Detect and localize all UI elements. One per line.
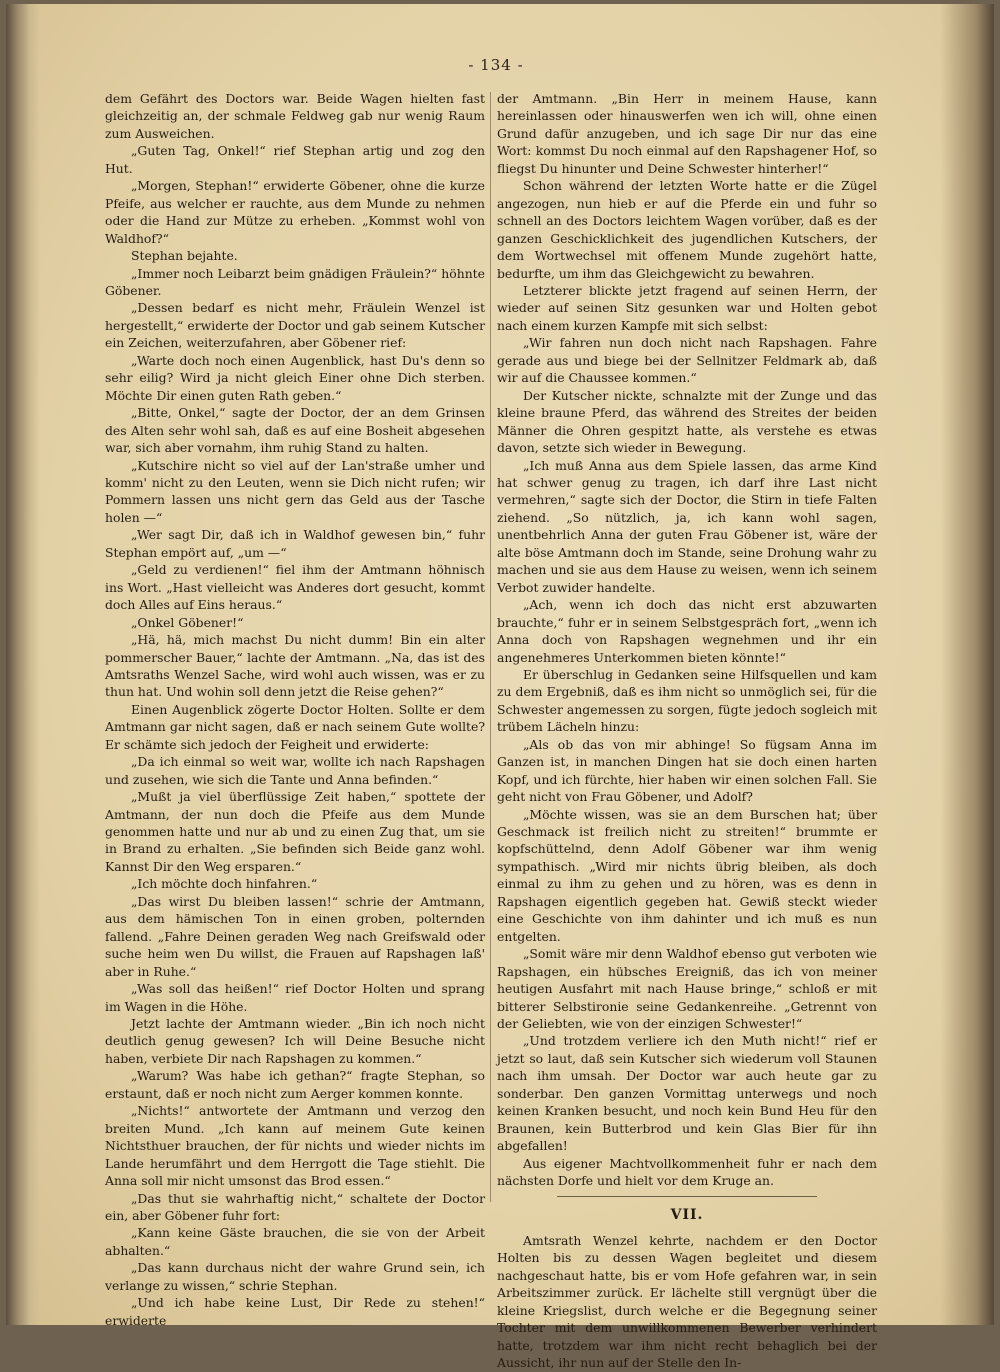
paragraph: Schon während der letzten Worte hatte er die Zügel angezogen, nun hieb er auf die Pferde ein und fuhr so schnell an des Doctors leichtem Wagen vorüber, daß es der ganzen Geschicklichkeit des jugendlichen Kutschers, der dem Wortwechsel mit offenem Munde zugehört hatte, bedurfte, um ihm das Gleichgewicht zu bewahren.: [497, 178, 877, 281]
paragraph: „Nichts!“ antwortete der Amtmann und verzog den breiten Mund. „Ich kann auf meinem Gute keinen Nichtsthuer brauchen, der für nichts und wieder nichts im Lande herumfährt und dem Herrgott die Tage stiehlt. Die Anna soll mir nicht umsonst das Brod essen.“: [105, 1103, 485, 1189]
paragraph: Amtsrath Wenzel kehrte, nachdem er den Doctor Holten bis zu dessen Wagen begleitet und diesem nachgeschaut hatte, bis er vom Hofe gefahren war, in sein Arbeitszimmer zurück. Er lächelte still vergnügt über die kleine Kriegslist, durch welche er die Begegnung seiner Tochter mit dem unwillkommenen Bewerber verhindert hatte, trotzdem war ihm nicht recht behaglich bei der Aussicht, ihr nun auf der Stelle den In-: [497, 1233, 877, 1371]
paragraph: „Immer noch Leibarzt beim gnädigen Fräulein?“ höhnte Göbener.: [105, 265, 485, 298]
paragraph: „Somit wäre mir denn Waldhof ebenso gut verboten wie Rapshagen, ein hübsches Ereigniß, das ich von meiner heutigen Ausfahrt mit nach Hause bringe,“ schloß er mit bitterer Selbstironie seine Gedankenreihe. „Getrennt von der Geliebten, wie von der einzigen Schwester!“: [497, 946, 877, 1032]
paragraph: „Das thut sie wahrhaftig nicht,“ schaltete der Doctor ein, aber Göbener fuhr fort:: [105, 1190, 485, 1223]
paragraph: „Möchte wissen, was sie an dem Burschen hat; über Geschmack ist freilich nicht zu streiten!“ brummte er kopfschüttelnd, denn Adolf Göbener war ihm wenig sympathisch. „Wird mir nichts übrig bleiben, als doch einmal zu ihm zu gehen und zu hören, was es denn in Rapshagen eigentlich gegeben hat. Gewiß steckt wieder eine Geschichte von ihm dahinter und ich muß es nun entgelten.: [497, 806, 877, 944]
page-number: - 134 -: [468, 56, 524, 74]
book-page: [6, 4, 994, 1371]
chapter-rule: [557, 1196, 817, 1197]
paragraph: „Mußt ja viel überflüssige Zeit haben,“ spottete der Amtmann, der nun doch die Pfeife aus dem Munde genommen hatte und nur ab und zu einen Zug that, um sie in Brand zu erhalten. „Sie befinden sich Beide ganz wohl. Kannst Dir den Weg ersparen.“: [105, 789, 485, 874]
book-spine-shadow: [6, 4, 40, 1325]
column-divider: [490, 92, 491, 1202]
paragraph: „Dessen bedarf es nicht mehr, Fräulein Wenzel ist hergestellt,“ erwiderte der Doctor und gab seinem Kutscher ein Zeichen, weiterzufahren, aber Göbener rief:: [105, 300, 485, 351]
paragraph: „Geld zu verdienen!“ fiel ihm der Amtmann höhnisch ins Wort. „Hast vielleicht was Anderes dort gesucht, kommt doch Alles auf Eins heraus.“: [105, 562, 485, 613]
paragraph: „Guten Tag, Onkel!“ rief Stephan artig und zog den Hut.: [105, 143, 485, 176]
paragraph: „Bitte, Onkel,“ sagte der Doctor, der an dem Grinsen des Alten sehr wohl sah, daß es auf eine Bosheit abgesehen war, sich aber vornahm, ihm ruhig Stand zu halten.: [105, 405, 485, 456]
left-text-column: [105, 90, 485, 1328]
paragraph: „Das wirst Du bleiben lassen!“ schrie der Amtmann, aus dem hämischen Ton in einen groben, polternden fallend. „Fahre Deinen geraden Weg nach Greifswald oder suche heim wen Du willst, die Frauen auf Rapshagen laß' aber in Ruhe.“: [105, 893, 485, 979]
paragraph: „Onkel Göbener!“: [131, 614, 244, 630]
paragraph: „Ach, wenn ich doch das nicht erst abzuwarten brauchte,“ fuhr er in seinem Selbstgespräch fort, „wenn ich Anna doch von Rapshagen wegnehmen und ihr ein angenehmeres Unterkommen bieten könnte!“: [497, 597, 877, 665]
paragraph: „Warum? Was habe ich gethan?“ fragte Stephan, so erstaunt, daß er noch nicht zum Aerger kommen konnte.: [105, 1068, 485, 1101]
paragraph: der Amtmann. „Bin Herr in meinem Hause, kann hereinlassen oder hinauswerfen wen ich will, ohne einen Grund dafür anzugeben, und ich sage Dir nur das eine Wort: kommst Du noch einmal auf den Rapshagener Hof, so fliegst Du hinunter und Deine Schwester hinterher!“: [497, 91, 877, 176]
paragraph: „Morgen, Stephan!“ erwiderte Göbener, ohne die kurze Pfeife, aus welcher er rauchte, aus dem Munde zu nehmen oder die Hand zur Mütze zu erheben. „Kommst wohl von Waldhof?“: [105, 178, 485, 246]
paragraph: „Kutschire nicht so viel auf der Lan'straße umher und komm' nicht zu den Leuten, wenn sie Dich nicht rufen; wir Pommern lassen uns nicht gern das Geld aus der Tasche holen —“: [105, 457, 485, 525]
paragraph: „Wer sagt Dir, daß ich in Waldhof gewesen bin,“ fuhr Stephan empört auf, „um —“: [105, 527, 485, 560]
paragraph: „Warte doch noch einen Augenblick, hast Du's denn so sehr eilig? Wird ja nicht gleich Einer ohne Dich sterben. Möchte Dir einen guten Rath geben.“: [105, 352, 485, 403]
paragraph: „Was soll das heißen!“ rief Doctor Holten und sprang im Wagen in die Höhe.: [105, 981, 485, 1014]
paragraph: Aus eigener Machtvollkommenheit fuhr er nach dem nächsten Dorfe und hielt vor dem Kruge an.: [497, 1155, 877, 1189]
paragraph: „Das kann durchaus nicht der wahre Grund sein, ich verlange zu wissen,“ schrie Stephan.: [105, 1260, 485, 1293]
chapter-heading: VII.: [670, 1206, 704, 1223]
paragraph: „Wir fahren nun doch nicht nach Rapshagen. Fahre gerade aus und biege bei der Sellnitzer Feldmark ab, daß wir auf die Chaussee kommen.“: [497, 335, 877, 386]
paragraph: „Ich möchte doch hinfahren.“: [131, 876, 318, 892]
paragraph: „Da ich einmal so weit war, wollte ich nach Rapshagen und zusehen, wie sich die Tante und Anna befinden.“: [105, 754, 485, 787]
paragraph: Jetzt lachte der Amtmann wieder. „Bin ich noch nicht deutlich genug gewesen? Ich will Deine Besuche nicht haben, verbiete Dir nach Rapshagen zu kommen.“: [105, 1016, 485, 1066]
paragraph: „Und trotzdem verliere ich den Muth nicht!“ rief er jetzt so laut, daß sein Kutscher sich wiederum voll Staunen nach ihm umsah. Der Doctor war auch heute gar zu sonderbar. Den ganzen Vormittag unterwegs und noch keinen Kranken besucht, und noch kein Bund Heu für den Braunen, kein Butterbrod und kein Glas Bier für ihn abgefallen!: [497, 1033, 877, 1154]
paragraph: „Und ich habe keine Lust, Dir Rede zu stehen!“ erwiderte: [105, 1295, 485, 1328]
paragraph: Einen Augenblick zögerte Doctor Holten. Sollte er dem Amtmann gar nicht sagen, daß er nach seinem Gute wollte? Er schämte sich jedoch der Feigheit und erwiderte:: [105, 701, 485, 752]
paragraph: „Kann keine Gäste brauchen, die sie von der Arbeit abhalten.“: [105, 1225, 485, 1258]
paragraph: dem Gefährt des Doctors war. Beide Wagen hielten fast gleichzeitig an, der schmale Feldweg gab nur wenig Raum zum Ausweichen.: [105, 91, 485, 141]
paragraph: „Ich muß Anna aus dem Spiele lassen, das arme Kind hat schwer genug zu tragen, ich darf ihre Last nicht vermehren,“ sagte sich der Doctor, die Stirn in tiefe Falten ziehend. „So nützlich, ja, ich kann wohl sagen, unentbehrlich Anna der guten Frau Göbener ist, wäre der alte böse Amtmann doch im Stande, seine Drohung wahr zu machen und sie aus dem Hause zu weisen, wenn ich seinem Verbot zuwider handelte.: [497, 457, 877, 595]
paragraph: „Als ob das von mir abhinge! So fügsam Anna im Ganzen ist, in manchen Dingen hat sie doch einen harten Kopf, und ich fürchte, hier haben wir einen solchen Fall. Sie geht nicht von Frau Göbener, und Adolf?: [497, 736, 877, 805]
paragraph: Stephan bejahte.: [131, 248, 238, 264]
page-edge-shadow: [940, 4, 994, 1325]
paragraph: Er überschlug in Gedanken seine Hilfsquellen und kam zu dem Ergebniß, daß es ihm nicht so unmöglich sei, für die Schwester angemessen zu sorgen, fügte jedoch sogleich mit trübem Lächeln hinzu:: [497, 666, 877, 735]
paragraph: Der Kutscher nickte, schnalzte mit der Zunge und das kleine braune Pferd, das während des Streites der beiden Männer die Ohren gespitzt hatte, als verstehe es etwas davon, setzte sich wieder in Bewegung.: [497, 387, 877, 456]
right-text-column: [497, 90, 877, 1371]
paragraph: „Hä, hä, mich machst Du nicht dumm! Bin ein alter pommerscher Bauer,“ lachte der Amtmann. „Na, das ist des Amtsraths Wenzel Sache, wird wohl auch wissen, was er zu thun hat. Und wohin soll denn jetzt die Reise gehen?“: [105, 632, 485, 700]
paragraph: Letzterer blickte jetzt fragend auf seinen Herrn, der wieder auf seinen Sitz gesunken war und Holten gebot nach einem kurzen Kampfe mit sich selbst:: [497, 282, 877, 333]
